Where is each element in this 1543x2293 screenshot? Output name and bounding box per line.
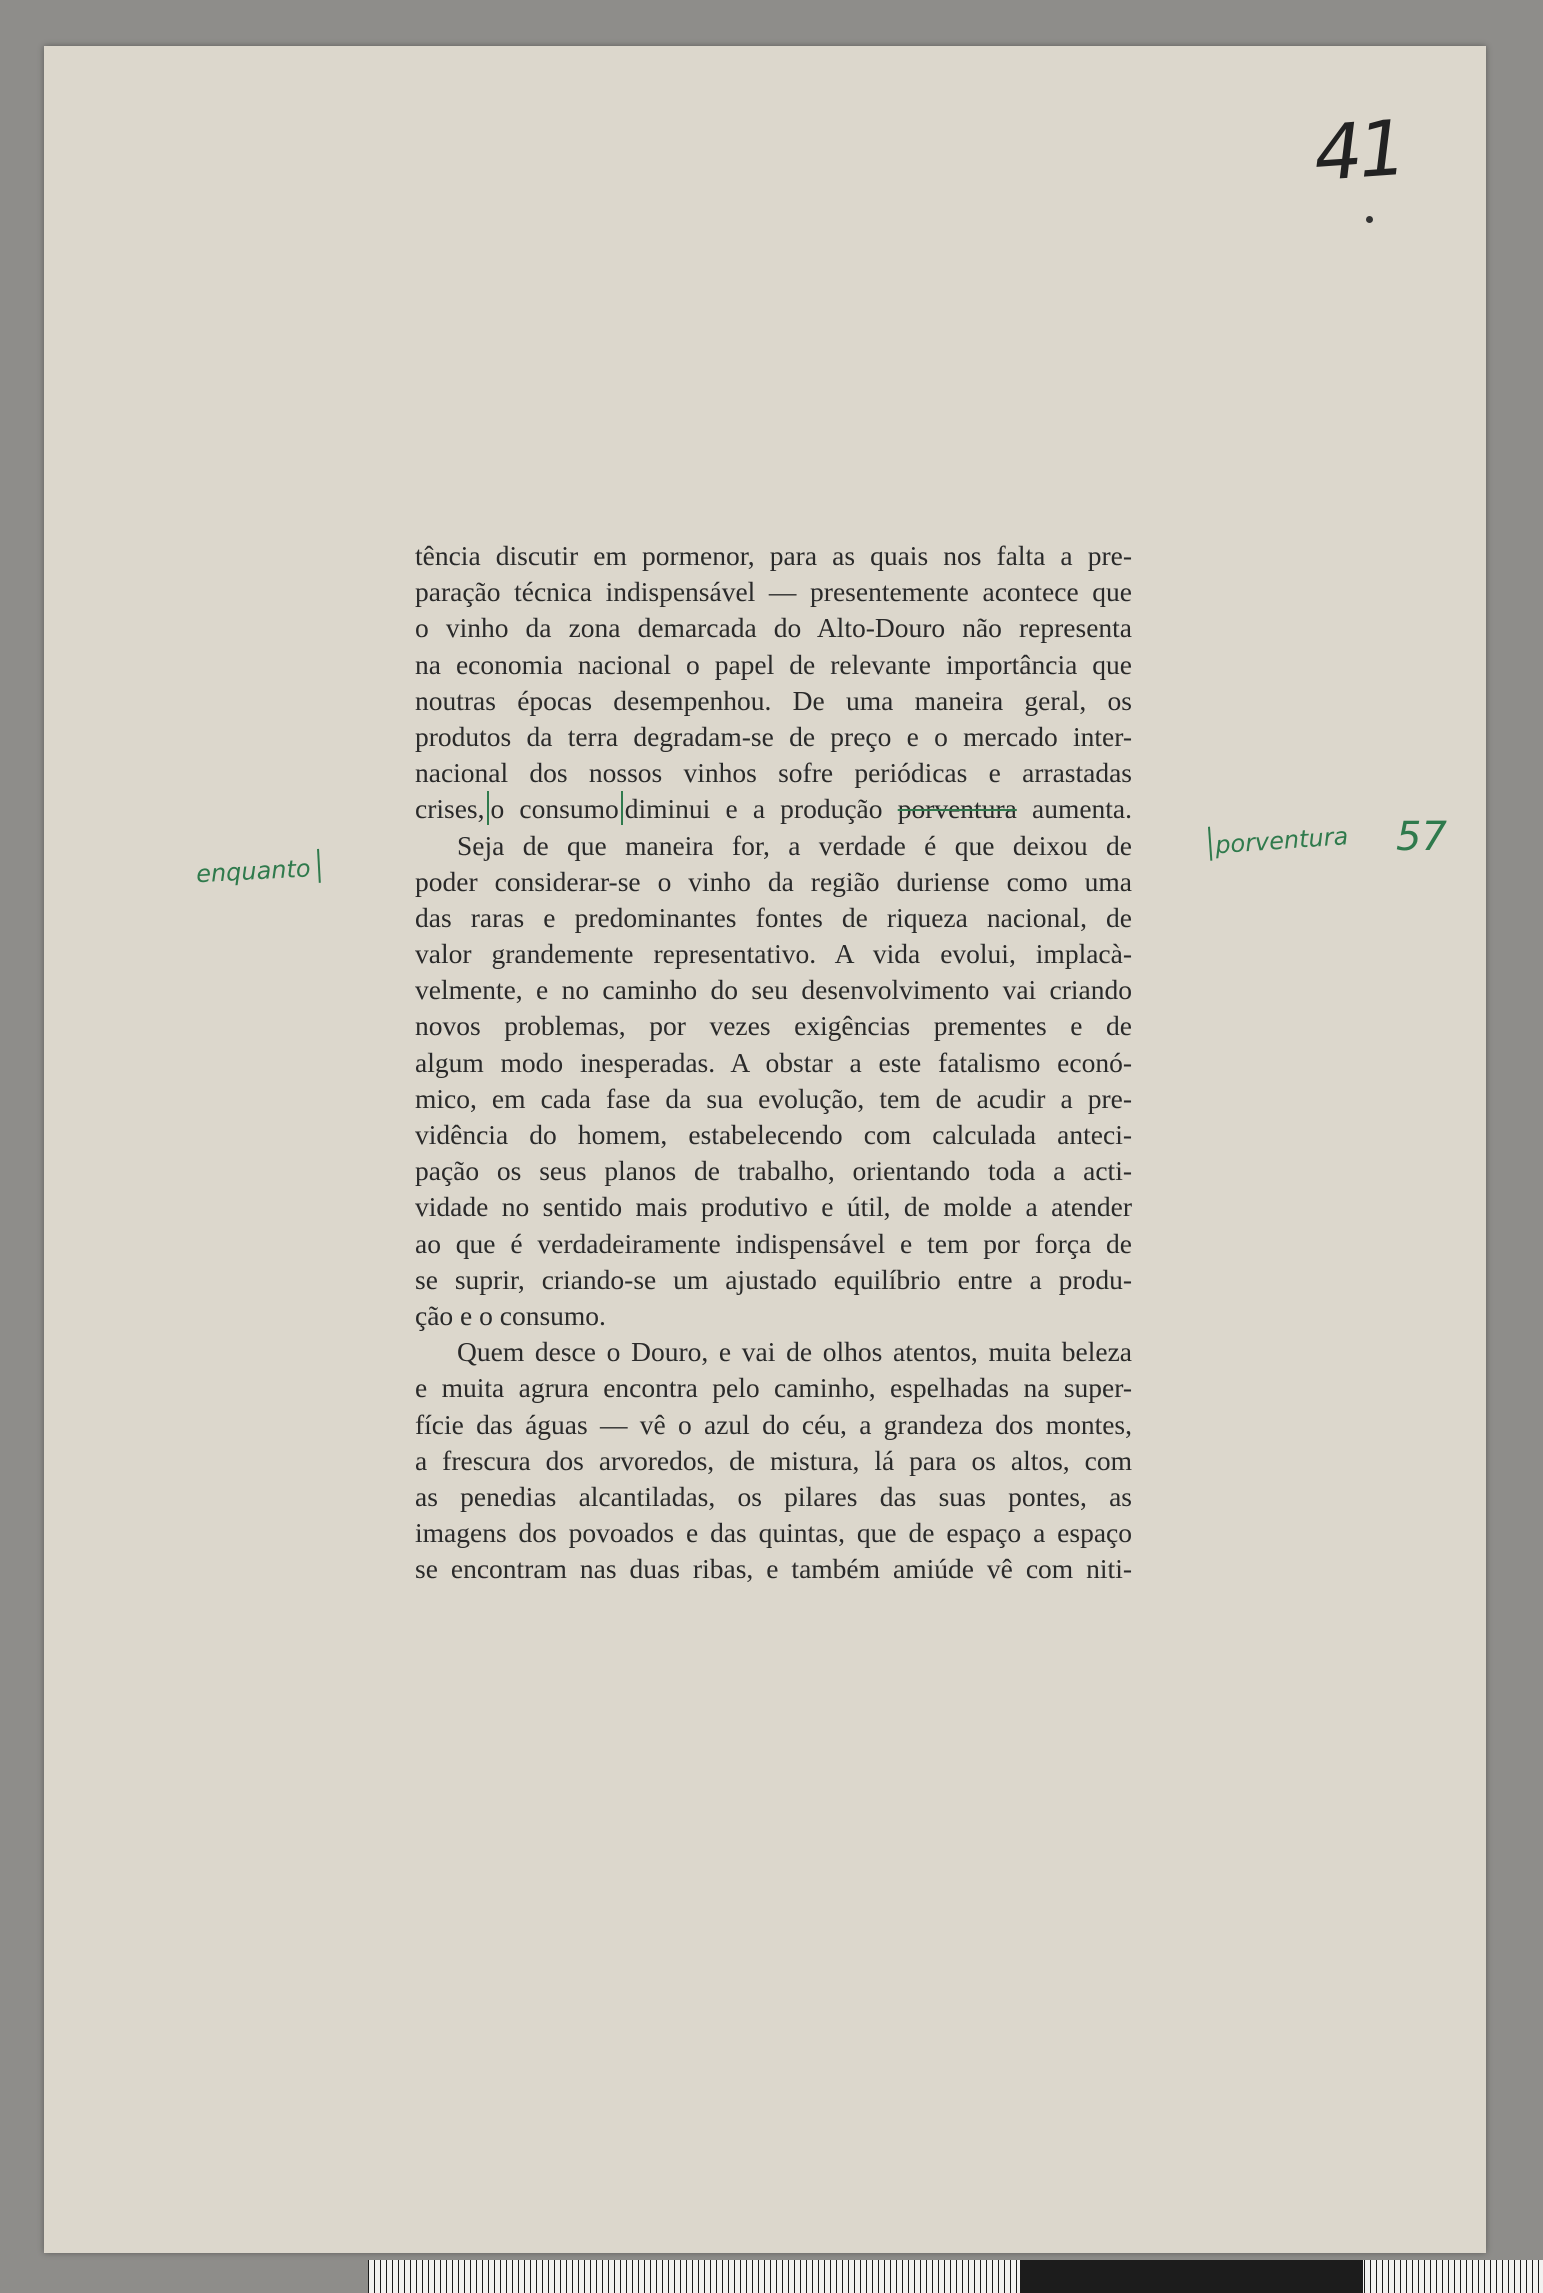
text-line: na economia nacional o papel de relevante importância que: [415, 648, 1132, 680]
text-line: poder considerar-se o vinho da região duriense como uma: [415, 865, 1132, 897]
corrected-line-part: crises,: [415, 793, 485, 825]
corrected-line: [415, 791, 1132, 827]
text-line: nacional dos nossos vinhos sofre periódicas e arrastadas: [415, 757, 1132, 789]
text-line: novos problemas, por vezes exigências prementes e de: [415, 1010, 1132, 1042]
text-line: ção e o consumo.: [415, 1299, 606, 1331]
text-line: ao que é verdadeiramente indispensável e tem por força de: [415, 1227, 1132, 1259]
text-line: e muita agrura encontra pelo caminho, espelhadas na super-: [415, 1372, 1132, 1404]
corrected-line-part: aumenta.: [1031, 793, 1133, 825]
margin-note-right-text: porventura: [1214, 822, 1350, 860]
text-line: mico, em cada fase da sua evolução, tem de acudir a pre-: [415, 1082, 1132, 1114]
text-line: Seja de que maneira for, a verdade é que deixou de: [457, 829, 1132, 861]
margin-note-right: [1206, 817, 1349, 861]
text-line: Quem desce o Douro, e vai de olhos atentos, muita beleza: [457, 1336, 1132, 1368]
margin-note-left-text: enquanto: [195, 854, 312, 889]
body-text: [415, 538, 1132, 1587]
text-line: valor grandemente representativo. A vida evolui, implacà-: [415, 938, 1132, 970]
margin-note-left: [195, 849, 323, 890]
text-line: paração técnica indispensável — presentemente acontece que: [415, 576, 1132, 608]
margin-note-right-ref: 57: [1396, 814, 1447, 860]
text-line: vidência do homem, estabelecendo com calculada anteci-: [415, 1119, 1132, 1150]
text-line: as penedias alcantiladas, os pilares das suas pontes, as: [415, 1480, 1132, 1512]
text-line: pação os seus planos de trabalho, orientando toda a acti-: [415, 1155, 1132, 1187]
text-line: fície das águas — vê o azul do céu, a grandeza dos montes,: [415, 1408, 1132, 1440]
text-line: produtos da terra degradam-se de preço e o mercado inter-: [415, 720, 1132, 752]
text-line: vidade no sentido mais produtivo e útil, de molde a atender: [415, 1191, 1132, 1223]
text-line: tência discutir em pormenor, para as quais nos falta a pre-: [415, 540, 1132, 571]
text-line: se encontram nas duas ribas, e também amiúde vê com niti-: [415, 1553, 1132, 1585]
text-line: noutras épocas desempenhou. De uma maneira geral, os: [415, 684, 1132, 716]
corrected-line-part: o consumo: [490, 793, 619, 825]
text-line: imagens dos povoados e das quintas, que de espaço a espaço: [415, 1517, 1132, 1549]
text-line: algum modo inesperadas. A obstar a este fatalismo econó-: [415, 1046, 1132, 1078]
text-line: a frescura dos arvoredos, de mistura, lá para os altos, com: [415, 1444, 1132, 1476]
handwritten-page-number: 41: [1311, 103, 1406, 198]
text-line: velmente, e no caminho do seu desenvolvimento vai criando: [415, 974, 1132, 1006]
struck-word: porventura: [897, 793, 1017, 825]
ink-dot: [1366, 216, 1373, 223]
text-line: o vinho da zona demarcada do Alto-Douro não representa: [415, 612, 1132, 644]
scale-ruler: [368, 2260, 1543, 2293]
text-line: das raras e predominantes fontes de riqueza nacional, de: [415, 901, 1132, 933]
corrected-line-part: diminui e a produção: [624, 793, 883, 825]
text-line: se suprir, criando-se um ajustado equilíbrio entre a produ-: [415, 1263, 1132, 1295]
ruler-block: [1033, 2260, 1363, 2293]
